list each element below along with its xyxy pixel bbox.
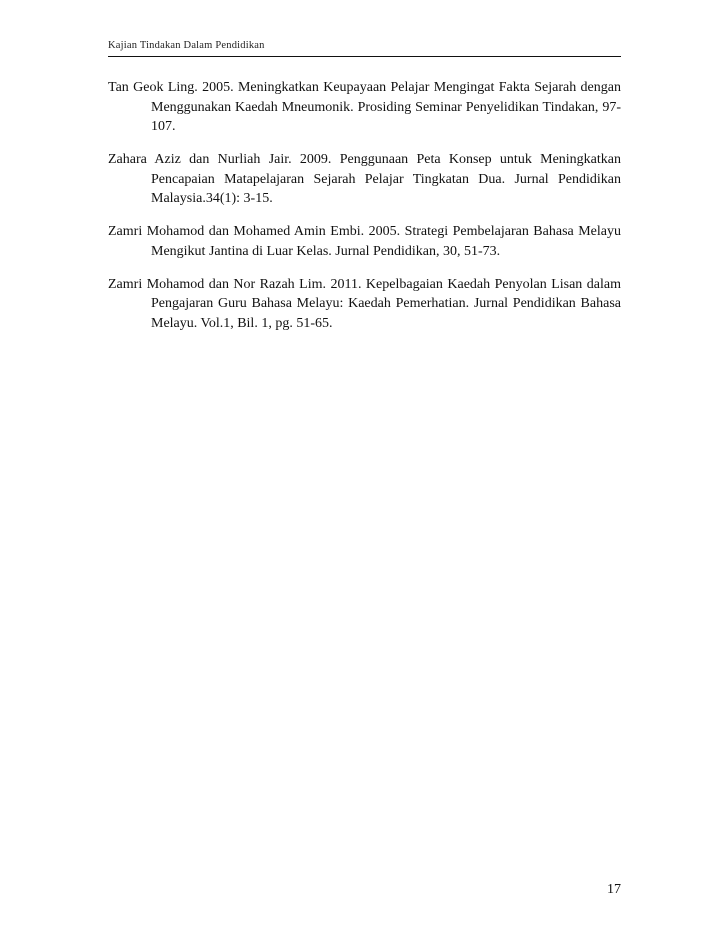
reference-entry: Zamri Mohamod dan Nor Razah Lim. 2011. Kepelbagaian Kaedah Penyolan Lisan dalam Pengajaran Guru Bahasa Melayu: Kaedah Pemerhatian. Jurnal Pendidikan Bahasa Melayu. Vol.1, Bil. 1, pg. 51-65. <box>108 276 621 331</box>
reference-entry: Zahara Aziz dan Nurliah Jair. 2009. Penggunaan Peta Konsep untuk Meningkatkan Pencapaian Matapelajaran Sejarah Pelajar Tingkatan Dua. Jurnal Pendidikan Malaysia.34(1): 3-15. <box>108 152 621 206</box>
header-divider <box>108 56 621 57</box>
reference-entry: Zamri Mohamod dan Mohamed Amin Embi. 2005. Strategi Pembelajaran Bahasa Melayu Mengikut Jantina di Luar Kelas. Jurnal Pendidikan, 30, 51-73. <box>108 224 621 259</box>
reference-list <box>108 78 621 347</box>
reference-entry: Tan Geok Ling. 2005. Meningkatkan Keupayaan Pelajar Mengingat Fakta Sejarah dengan Menggunakan Kaedah Mneumonik. Prosiding Seminar Penyelidikan Tindakan, 97-107. <box>108 80 621 134</box>
page-number: 17 <box>607 882 621 897</box>
running-header: Kajian Tindakan Dalam Pendidikan <box>108 40 265 51</box>
